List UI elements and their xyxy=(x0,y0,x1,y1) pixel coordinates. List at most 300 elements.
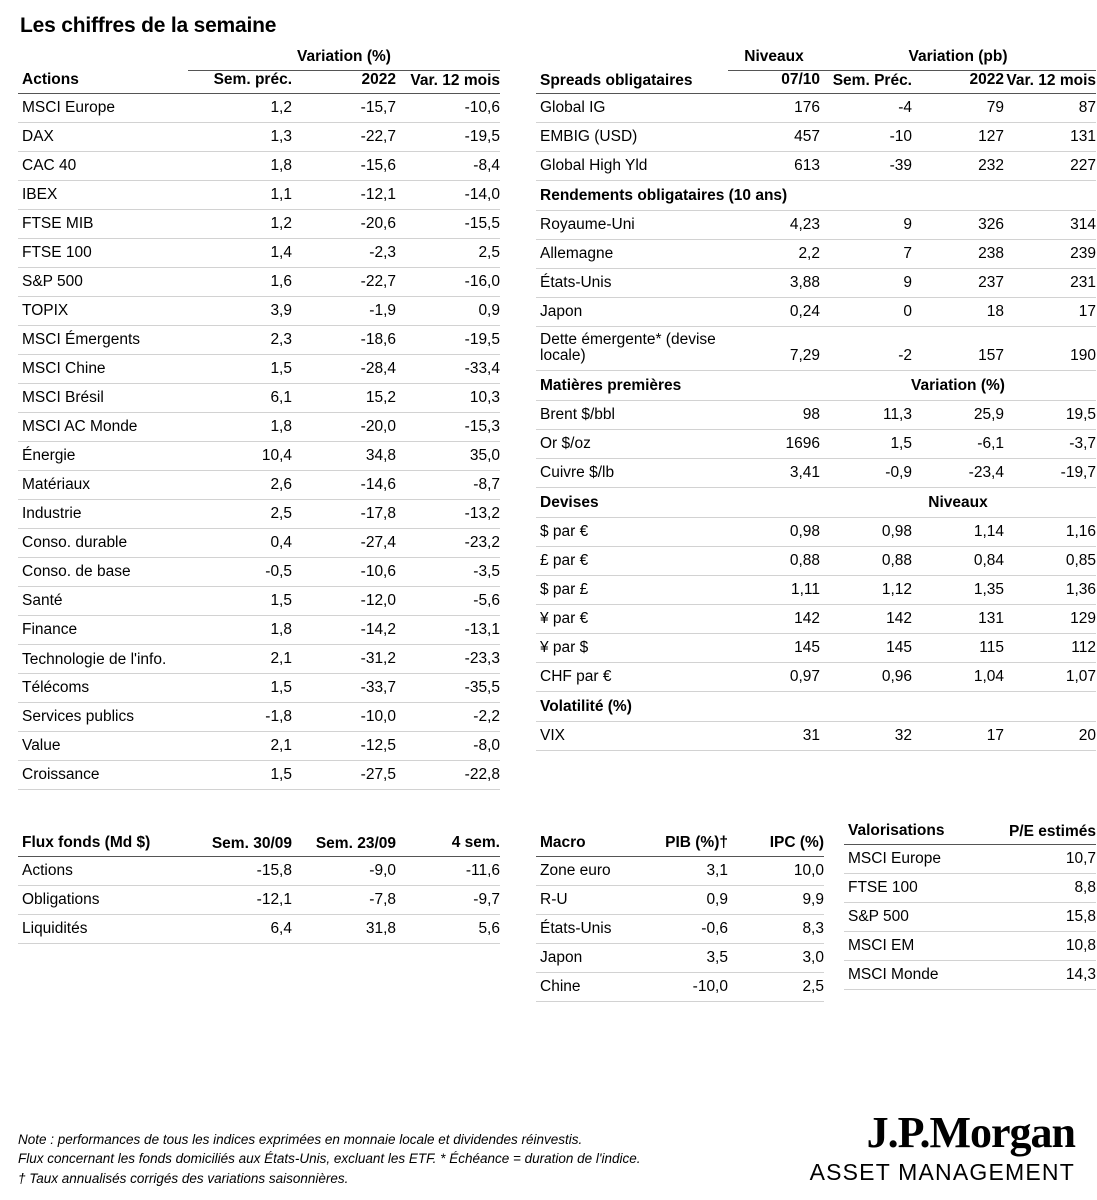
row-label: Value xyxy=(18,732,188,761)
cell-12m: -8,0 xyxy=(396,732,500,761)
table-row xyxy=(536,429,1096,458)
cell-12m: 1,16 xyxy=(1004,517,1096,546)
cell-pe: 8,8 xyxy=(1000,874,1096,903)
logo-brand: J.P.Morgan xyxy=(866,1108,1075,1157)
table-row xyxy=(536,633,1096,662)
row-label: Cuivre $/lb xyxy=(536,458,728,487)
table-row xyxy=(18,703,500,732)
cell-level: 31 xyxy=(728,721,820,750)
bottom-section xyxy=(18,808,1096,1002)
cell-cpi: 8,3 xyxy=(728,915,824,944)
footnotes xyxy=(18,1131,738,1190)
valuations-block xyxy=(844,808,1096,1002)
table-row xyxy=(536,857,824,886)
flux-col-label: Flux fonds (Md $) xyxy=(18,834,188,857)
cell-prev-week: -10 xyxy=(820,123,912,152)
row-label: Liquidités xyxy=(18,915,188,944)
cell-level: 4,23 xyxy=(728,211,820,240)
table-row xyxy=(536,327,1096,371)
cell-12m: 231 xyxy=(1004,269,1096,298)
bonds-header-date: 07/10 xyxy=(728,71,820,94)
cell-12m: -5,6 xyxy=(396,587,500,616)
cell-12m: -19,5 xyxy=(396,123,500,152)
table-row xyxy=(18,413,500,442)
cell-prev-week: -1,8 xyxy=(188,703,292,732)
table-row xyxy=(18,123,500,152)
jpmorgan-logo xyxy=(809,1108,1075,1186)
cell-prev-week: -0,9 xyxy=(820,458,912,487)
valuations-body xyxy=(844,845,1096,990)
flux-header-4w: 4 sem. xyxy=(396,834,500,857)
table-row xyxy=(18,181,500,210)
row-label: MSCI Chine xyxy=(18,355,188,384)
cell-2022: 34,8 xyxy=(292,442,396,471)
bonds-group-spacer xyxy=(536,48,728,71)
cell-2022: 237 xyxy=(912,269,1004,298)
table-row xyxy=(18,645,500,674)
equities-body xyxy=(18,94,500,790)
table-row xyxy=(18,587,500,616)
cell-prev-week: -39 xyxy=(820,152,912,181)
cell-2022: 131 xyxy=(912,604,1004,633)
table-row xyxy=(18,616,500,645)
cell-12m: 20 xyxy=(1004,721,1096,750)
right-column xyxy=(536,48,1096,751)
section-yields xyxy=(536,181,1096,211)
cell-2022: -22,7 xyxy=(292,268,396,297)
row-label: Brent $/bbl xyxy=(536,400,728,429)
table-row xyxy=(536,721,1096,750)
cell-12m: -15,5 xyxy=(396,210,500,239)
cell-2022: 1,14 xyxy=(912,517,1004,546)
cell-prev-week: 3,9 xyxy=(188,297,292,326)
cell-prev-week: 142 xyxy=(820,604,912,633)
cell-pe: 14,3 xyxy=(1000,961,1096,990)
equities-header-12m: Var. 12 mois xyxy=(396,71,500,94)
macro-table xyxy=(536,834,824,1002)
cell-2022: -28,4 xyxy=(292,355,396,384)
table-row xyxy=(18,558,500,587)
cell-2022: -22,7 xyxy=(292,123,396,152)
bonds-table xyxy=(536,48,1096,751)
cell-w1: -12,1 xyxy=(188,886,292,915)
row-label: États-Unis xyxy=(536,269,728,298)
bonds-group-variation: Variation (pb) xyxy=(820,48,1096,71)
cell-prev-week: -4 xyxy=(820,94,912,123)
cell-12m: -3,7 xyxy=(1004,429,1096,458)
cell-2022: 15,2 xyxy=(292,384,396,413)
cell-12m: -19,5 xyxy=(396,326,500,355)
cell-prev-week: 6,1 xyxy=(188,384,292,413)
row-label: VIX xyxy=(536,721,728,750)
cell-level: 0,97 xyxy=(728,662,820,691)
cell-level: 2,2 xyxy=(728,240,820,269)
cell-12m: -14,0 xyxy=(396,181,500,210)
cell-2022: -12,1 xyxy=(292,181,396,210)
row-label: Or $/oz xyxy=(536,429,728,458)
cell-2022: -12,5 xyxy=(292,732,396,761)
cell-12m: 35,0 xyxy=(396,442,500,471)
cell-level: 0,98 xyxy=(728,517,820,546)
section-fx xyxy=(536,487,1096,517)
table-row xyxy=(536,298,1096,327)
table-row xyxy=(536,517,1096,546)
cell-prev-week: 1,5 xyxy=(188,674,292,703)
bonds-header-2022: 2022 xyxy=(912,71,1004,94)
row-label: FTSE 100 xyxy=(844,874,1000,903)
cell-prev-week: 2,5 xyxy=(188,500,292,529)
macro-header-row xyxy=(536,834,824,857)
cell-2022: 157 xyxy=(912,327,1004,371)
table-row xyxy=(844,845,1096,874)
cell-prev-week: 1,5 xyxy=(188,587,292,616)
bonds-col-label: Spreads obligataires xyxy=(536,71,728,94)
cell-2022: -17,8 xyxy=(292,500,396,529)
equities-header-2022: 2022 xyxy=(292,71,396,94)
cell-12m: 2,5 xyxy=(396,239,500,268)
row-label: $ par € xyxy=(536,517,728,546)
macro-spacer xyxy=(536,808,824,834)
row-label: Énergie xyxy=(18,442,188,471)
row-label: Industrie xyxy=(18,500,188,529)
cell-prev-week: 0 xyxy=(820,298,912,327)
cell-level: 176 xyxy=(728,94,820,123)
cell-w1: -15,8 xyxy=(188,857,292,886)
flux-spacer xyxy=(18,808,500,834)
cell-level: 1,11 xyxy=(728,575,820,604)
cell-2022: 326 xyxy=(912,211,1004,240)
table-row xyxy=(18,471,500,500)
row-label: $ par £ xyxy=(536,575,728,604)
cell-prev-week: 1,8 xyxy=(188,413,292,442)
cell-w2: -7,8 xyxy=(292,886,396,915)
cell-2022: 25,9 xyxy=(912,400,1004,429)
cell-w2: -9,0 xyxy=(292,857,396,886)
row-label: Zone euro xyxy=(536,857,628,886)
table-row xyxy=(18,442,500,471)
cell-prev-week: 145 xyxy=(820,633,912,662)
cell-2022: -10,6 xyxy=(292,558,396,587)
row-label: MSCI Émergents xyxy=(18,326,188,355)
row-label: Croissance xyxy=(18,761,188,790)
row-label: MSCI Brésil xyxy=(18,384,188,413)
page-title: Les chiffres de la semaine xyxy=(20,14,277,37)
cell-prev-week: 2,1 xyxy=(188,732,292,761)
row-label: Chine xyxy=(536,973,628,1002)
cell-4w: -9,7 xyxy=(396,886,500,915)
row-label: Japon xyxy=(536,298,728,327)
equities-col-label: Actions xyxy=(18,71,188,94)
table-row xyxy=(18,915,500,944)
row-label: Services publics xyxy=(18,703,188,732)
cell-12m: -13,1 xyxy=(396,616,500,645)
row-label: CHF par € xyxy=(536,662,728,691)
row-label: Global High Yld xyxy=(536,152,728,181)
table-row xyxy=(536,123,1096,152)
row-label: Technologie de l'info. xyxy=(18,645,188,674)
cell-12m: 1,36 xyxy=(1004,575,1096,604)
cell-12m: -10,6 xyxy=(396,94,500,123)
cell-prev-week: 10,4 xyxy=(188,442,292,471)
cell-2022: -6,1 xyxy=(912,429,1004,458)
bottom-right-block xyxy=(536,808,1096,1002)
cell-2022: 0,84 xyxy=(912,546,1004,575)
cell-12m: 227 xyxy=(1004,152,1096,181)
valuations-table xyxy=(844,822,1096,990)
macro-body xyxy=(536,857,824,1002)
cell-prev-week: 1,5 xyxy=(188,355,292,384)
cell-prev-week: 0,4 xyxy=(188,529,292,558)
footnote-line-1: Note : performances de tous les indices exprimées en monnaie locale et dividendes réinvestis. xyxy=(18,1131,583,1147)
cell-12m: -23,3 xyxy=(396,645,500,674)
cell-2022: 232 xyxy=(912,152,1004,181)
row-label: Global IG xyxy=(536,94,728,123)
flux-header-row xyxy=(18,834,500,857)
table-row xyxy=(536,400,1096,429)
macro-header-gdp: PIB (%)† xyxy=(628,834,728,857)
table-row xyxy=(844,932,1096,961)
cell-12m: 87 xyxy=(1004,94,1096,123)
bonds-body xyxy=(536,94,1096,751)
row-label: Télécoms xyxy=(18,674,188,703)
macro-block xyxy=(536,808,824,1002)
cell-prev-week: 0,98 xyxy=(820,517,912,546)
cell-prev-week: 1,4 xyxy=(188,239,292,268)
cell-12m: 112 xyxy=(1004,633,1096,662)
cell-level: 3,41 xyxy=(728,458,820,487)
cell-2022: 17 xyxy=(912,721,1004,750)
cell-2022: -31,2 xyxy=(292,645,396,674)
cell-2022: 238 xyxy=(912,240,1004,269)
table-row xyxy=(844,903,1096,932)
cell-w2: 31,8 xyxy=(292,915,396,944)
row-label: TOPIX xyxy=(18,297,188,326)
flux-table xyxy=(18,834,500,944)
cell-12m: 1,07 xyxy=(1004,662,1096,691)
valuations-col-label: Valorisations xyxy=(844,822,1000,845)
cell-2022: -10,0 xyxy=(292,703,396,732)
row-label: S&P 500 xyxy=(18,268,188,297)
cell-2022: -33,7 xyxy=(292,674,396,703)
row-label: S&P 500 xyxy=(844,903,1000,932)
cell-2022: 18 xyxy=(912,298,1004,327)
cell-2022: -12,0 xyxy=(292,587,396,616)
cell-prev-week: 2,1 xyxy=(188,645,292,674)
section-commodities xyxy=(536,370,1096,400)
main-columns xyxy=(18,48,1096,790)
cell-prev-week: 1,1 xyxy=(188,181,292,210)
section-title: Matières premières xyxy=(536,370,820,400)
cell-12m: 10,3 xyxy=(396,384,500,413)
row-label: MSCI AC Monde xyxy=(18,413,188,442)
cell-prev-week: 1,3 xyxy=(188,123,292,152)
bonds-group-levels: Niveaux xyxy=(728,48,820,71)
row-label: Matériaux xyxy=(18,471,188,500)
cell-prev-week: 1,2 xyxy=(188,94,292,123)
row-label: Santé xyxy=(18,587,188,616)
cell-12m: -33,4 xyxy=(396,355,500,384)
equities-group-spacer xyxy=(18,48,188,71)
table-row xyxy=(844,961,1096,990)
cell-cpi: 10,0 xyxy=(728,857,824,886)
logo-subtitle: ASSET MANAGEMENT xyxy=(809,1159,1075,1185)
cell-level: 613 xyxy=(728,152,820,181)
row-label: Japon xyxy=(536,944,628,973)
cell-prev-week: 9 xyxy=(820,269,912,298)
table-row xyxy=(18,500,500,529)
cell-prev-week: 2,3 xyxy=(188,326,292,355)
bonds-header-12m: Var. 12 mois xyxy=(1004,71,1096,94)
table-row xyxy=(536,458,1096,487)
row-label: Royaume-Uni xyxy=(536,211,728,240)
cell-2022: -2,3 xyxy=(292,239,396,268)
flux-body xyxy=(18,857,500,944)
cell-4w: -11,6 xyxy=(396,857,500,886)
cell-12m: -13,2 xyxy=(396,500,500,529)
cell-level: 457 xyxy=(728,123,820,152)
table-row xyxy=(536,211,1096,240)
valuations-header-pe: P/E estimés xyxy=(1000,822,1096,845)
left-column xyxy=(18,48,500,790)
cell-12m: 19,5 xyxy=(1004,400,1096,429)
table-row xyxy=(536,915,824,944)
table-row xyxy=(18,239,500,268)
commodities-group-label: Variation (%) xyxy=(820,370,1096,400)
cell-pe: 10,7 xyxy=(1000,845,1096,874)
table-row xyxy=(536,604,1096,633)
footnote-line-2: Flux concernant les fonds domiciliés aux États-Unis, excluant les ETF. * Échéance = duration de l'indice. xyxy=(18,1151,641,1167)
cell-12m: 0,85 xyxy=(1004,546,1096,575)
cell-gdp: 0,9 xyxy=(628,886,728,915)
valuations-spacer xyxy=(844,808,1096,822)
cell-prev-week: 2,6 xyxy=(188,471,292,500)
table-row xyxy=(536,152,1096,181)
cell-12m: 129 xyxy=(1004,604,1096,633)
cell-12m: -19,7 xyxy=(1004,458,1096,487)
cell-prev-week: -2 xyxy=(820,327,912,371)
cell-2022: 1,35 xyxy=(912,575,1004,604)
table-row xyxy=(536,944,824,973)
cell-prev-week: 1,5 xyxy=(188,761,292,790)
cell-level: 142 xyxy=(728,604,820,633)
table-row xyxy=(18,674,500,703)
cell-prev-week: 9 xyxy=(820,211,912,240)
cell-cpi: 3,0 xyxy=(728,944,824,973)
row-label: FTSE 100 xyxy=(18,239,188,268)
row-label: MSCI Europe xyxy=(844,845,1000,874)
cell-12m: -3,5 xyxy=(396,558,500,587)
cell-4w: 5,6 xyxy=(396,915,500,944)
cell-prev-week: 1,2 xyxy=(188,210,292,239)
table-row xyxy=(536,662,1096,691)
bonds-header-row xyxy=(536,71,1096,94)
table-row xyxy=(18,355,500,384)
cell-12m: -8,4 xyxy=(396,152,500,181)
cell-12m: 0,9 xyxy=(396,297,500,326)
cell-12m: 17 xyxy=(1004,298,1096,327)
table-row xyxy=(18,529,500,558)
cell-prev-week: 1,8 xyxy=(188,616,292,645)
row-label: États-Unis xyxy=(536,915,628,944)
flux-header-w1: Sem. 30/09 xyxy=(188,834,292,857)
cell-prev-week: 1,12 xyxy=(820,575,912,604)
table-row xyxy=(18,268,500,297)
row-label: FTSE MIB xyxy=(18,210,188,239)
equities-group-header-row xyxy=(18,48,500,71)
table-row xyxy=(18,886,500,915)
table-row xyxy=(536,575,1096,604)
cell-level: 0,24 xyxy=(728,298,820,327)
footnote-line-3: † Taux annualisés corrigés des variations saisonnières. xyxy=(18,1171,349,1187)
cell-2022: -23,4 xyxy=(912,458,1004,487)
table-row xyxy=(18,857,500,886)
row-label: R-U xyxy=(536,886,628,915)
cell-pe: 15,8 xyxy=(1000,903,1096,932)
table-row xyxy=(18,210,500,239)
row-label: ¥ par $ xyxy=(536,633,728,662)
fx-group-label: Niveaux xyxy=(820,487,1096,517)
cell-gdp: 3,5 xyxy=(628,944,728,973)
section-title: Volatilité (%) xyxy=(536,691,1096,721)
row-label: Finance xyxy=(18,616,188,645)
cell-2022: -20,6 xyxy=(292,210,396,239)
cell-level: 3,88 xyxy=(728,269,820,298)
table-row xyxy=(18,297,500,326)
row-label: ¥ par € xyxy=(536,604,728,633)
row-label: MSCI Europe xyxy=(18,94,188,123)
table-row xyxy=(18,732,500,761)
cell-2022: 127 xyxy=(912,123,1004,152)
cell-cpi: 9,9 xyxy=(728,886,824,915)
row-label: MSCI EM xyxy=(844,932,1000,961)
table-row xyxy=(844,874,1096,903)
cell-level: 0,88 xyxy=(728,546,820,575)
table-row xyxy=(18,761,500,790)
flux-block xyxy=(18,808,500,944)
cell-12m: -35,5 xyxy=(396,674,500,703)
bonds-header-prev-week: Sem. Préc. xyxy=(820,71,912,94)
macro-header-cpi: IPC (%) xyxy=(728,834,824,857)
cell-12m: -15,3 xyxy=(396,413,500,442)
cell-2022: -15,6 xyxy=(292,152,396,181)
table-row xyxy=(536,546,1096,575)
table-row xyxy=(536,269,1096,298)
row-label: MSCI Monde xyxy=(844,961,1000,990)
cell-2022: -18,6 xyxy=(292,326,396,355)
row-label: Conso. de base xyxy=(18,558,188,587)
cell-12m: -23,2 xyxy=(396,529,500,558)
section-volatility xyxy=(536,691,1096,721)
row-label: Dette émergente* (devise locale) xyxy=(536,327,728,371)
cell-2022: -20,0 xyxy=(292,413,396,442)
row-label: Actions xyxy=(18,857,188,886)
table-row xyxy=(18,384,500,413)
table-row xyxy=(536,973,824,1002)
cell-2022: -15,7 xyxy=(292,94,396,123)
cell-gdp: -0,6 xyxy=(628,915,728,944)
cell-12m: -16,0 xyxy=(396,268,500,297)
row-label: £ par € xyxy=(536,546,728,575)
cell-2022: -14,2 xyxy=(292,616,396,645)
cell-2022: 1,04 xyxy=(912,662,1004,691)
cell-level: 7,29 xyxy=(728,327,820,371)
table-row xyxy=(536,886,824,915)
cell-w1: 6,4 xyxy=(188,915,292,944)
row-label: CAC 40 xyxy=(18,152,188,181)
macro-col-label: Macro xyxy=(536,834,628,857)
cell-level: 1696 xyxy=(728,429,820,458)
equities-header-row xyxy=(18,71,500,94)
